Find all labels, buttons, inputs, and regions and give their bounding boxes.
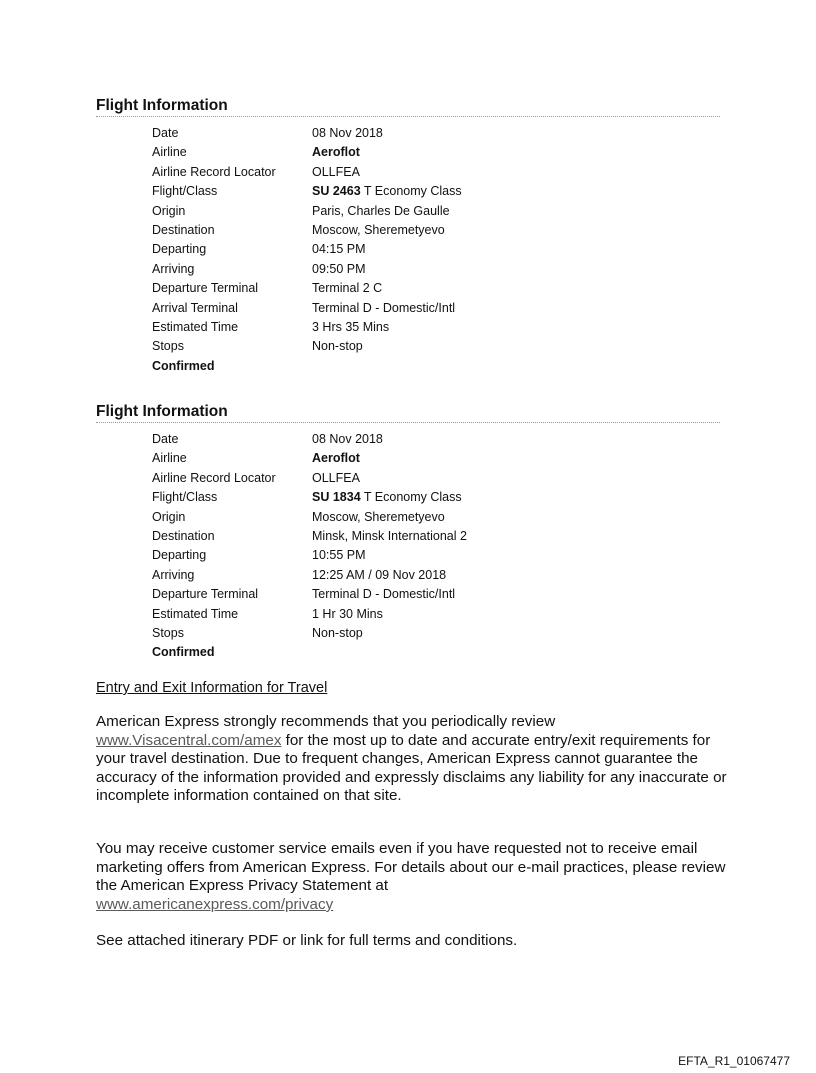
detail-label: Departing: [152, 242, 207, 257]
flight-number: SU 2463: [312, 184, 361, 199]
detail-value: Moscow, Sheremetyevo: [312, 509, 445, 524]
detail-row: [152, 469, 360, 488]
flight-details-1: [152, 124, 462, 376]
entry-intro-text: American Express strongly recommends that you periodically review: [96, 713, 556, 730]
detail-value: Paris, Charles De Gaulle: [312, 203, 450, 218]
flight-details-2: [152, 430, 467, 663]
detail-label: Estimated Time: [152, 319, 239, 334]
detail-value: Terminal D - Domestic/Intl: [312, 587, 456, 602]
entry-exit-heading: Entry and Exit Information for Travel: [96, 680, 328, 696]
detail-label: Airline Record Locator: [152, 470, 276, 485]
class-text: T Economy Class: [360, 184, 462, 199]
detail-row: [152, 260, 366, 279]
detail-row: [152, 299, 456, 318]
entry-rest-text: for the most up to date and accurate entry/exit requirements for your travel destination. Due to frequent changes, American Express cannot guarantee the accuracy of the information provided and expressly disclaims any liability for any inaccurate or incomplete information contained on that site.: [96, 731, 727, 805]
detail-row: [152, 279, 383, 298]
detail-label: Airline: [152, 451, 187, 466]
detail-label: Departing: [152, 548, 207, 563]
detail-row: [152, 337, 363, 356]
detail-row: [152, 221, 445, 240]
detail-row: [152, 318, 390, 337]
detail-row: [152, 182, 462, 201]
detail-row: [152, 124, 383, 143]
detail-label: Destination: [152, 222, 215, 237]
detail-label: Arrival Terminal: [152, 300, 238, 315]
detail-label: Departure Terminal: [152, 281, 259, 296]
detail-label: Airline Record Locator: [152, 164, 276, 179]
detail-value: 09:50 PM: [312, 261, 366, 276]
detail-label: Flight/Class: [152, 184, 218, 199]
terms-note: See attached itinerary PDF or link for full terms and conditions.: [96, 932, 518, 949]
detail-row: [152, 488, 462, 507]
detail-row: [152, 585, 456, 604]
entry-exit-paragraph: [96, 713, 736, 806]
detail-row: [152, 566, 447, 585]
detail-row: [152, 430, 383, 449]
privacy-paragraph: [96, 840, 736, 914]
detail-row: [152, 240, 366, 259]
detail-value: 10:55 PM: [312, 548, 366, 563]
detail-label: Stops: [152, 339, 184, 354]
class-text: T Economy Class: [360, 490, 462, 505]
flight-info-title: Flight Information: [96, 403, 720, 423]
detail-row: [152, 449, 360, 468]
detail-label: Origin: [152, 203, 186, 218]
detail-label: Arriving: [152, 567, 195, 582]
record-locator: OLLFEA: [312, 470, 360, 485]
flight-info-title: Flight Information: [96, 97, 720, 117]
flight-class: [312, 182, 462, 201]
airline-name: Aeroflot: [312, 145, 360, 160]
detail-value: 3 Hrs 35 Mins: [312, 319, 390, 334]
booking-status: Confirmed: [152, 645, 215, 660]
document-id: EFTA_R1_01067477: [678, 1054, 790, 1068]
detail-label: Estimated Time: [152, 606, 239, 621]
detail-row: [152, 202, 450, 221]
detail-label: Departure Terminal: [152, 587, 259, 602]
detail-row: [152, 605, 383, 624]
detail-label: Flight/Class: [152, 490, 218, 505]
detail-label: Date: [152, 432, 179, 446]
detail-row: [152, 163, 360, 182]
detail-row: [152, 624, 363, 643]
flight-number: SU 1834: [312, 490, 361, 505]
booking-status: Confirmed: [152, 358, 215, 373]
airline-name: Aeroflot: [312, 451, 360, 466]
detail-row: [152, 546, 366, 565]
privacy-text: You may receive customer service emails even if you have requested not to receive email marketing offers from American Express. For details about our e-mail practices, please review the American Express Privacy Statement at: [96, 840, 726, 895]
detail-value: Non-stop: [312, 339, 363, 354]
detail-value: Minsk, Minsk International 2: [312, 528, 467, 543]
record-locator: OLLFEA: [312, 164, 360, 179]
detail-value: 1 Hr 30 Mins: [312, 606, 383, 621]
visacentral-link[interactable]: www.Visacentral.com/amex: [96, 731, 282, 749]
detail-value: 12:25 AM / 09 Nov 2018: [312, 567, 447, 582]
detail-row: [152, 527, 467, 546]
detail-label: Origin: [152, 509, 186, 524]
detail-label: Stops: [152, 625, 184, 640]
detail-label: Destination: [152, 528, 215, 543]
detail-value: 08 Nov 2018: [312, 126, 383, 140]
detail-value: 08 Nov 2018: [312, 432, 383, 446]
detail-value: 04:15 PM: [312, 242, 366, 257]
detail-label: Airline: [152, 145, 187, 160]
detail-row: [152, 143, 360, 162]
detail-label: Date: [152, 126, 179, 140]
privacy-link[interactable]: www.americanexpress.com/privacy: [96, 895, 334, 913]
flight-class: [312, 488, 462, 507]
detail-row: [152, 508, 445, 527]
detail-value: Non-stop: [312, 625, 363, 640]
detail-value: Terminal 2 C: [312, 281, 383, 296]
detail-label: Arriving: [152, 261, 195, 276]
detail-value: Moscow, Sheremetyevo: [312, 222, 445, 237]
detail-value: Terminal D - Domestic/Intl: [312, 300, 456, 315]
